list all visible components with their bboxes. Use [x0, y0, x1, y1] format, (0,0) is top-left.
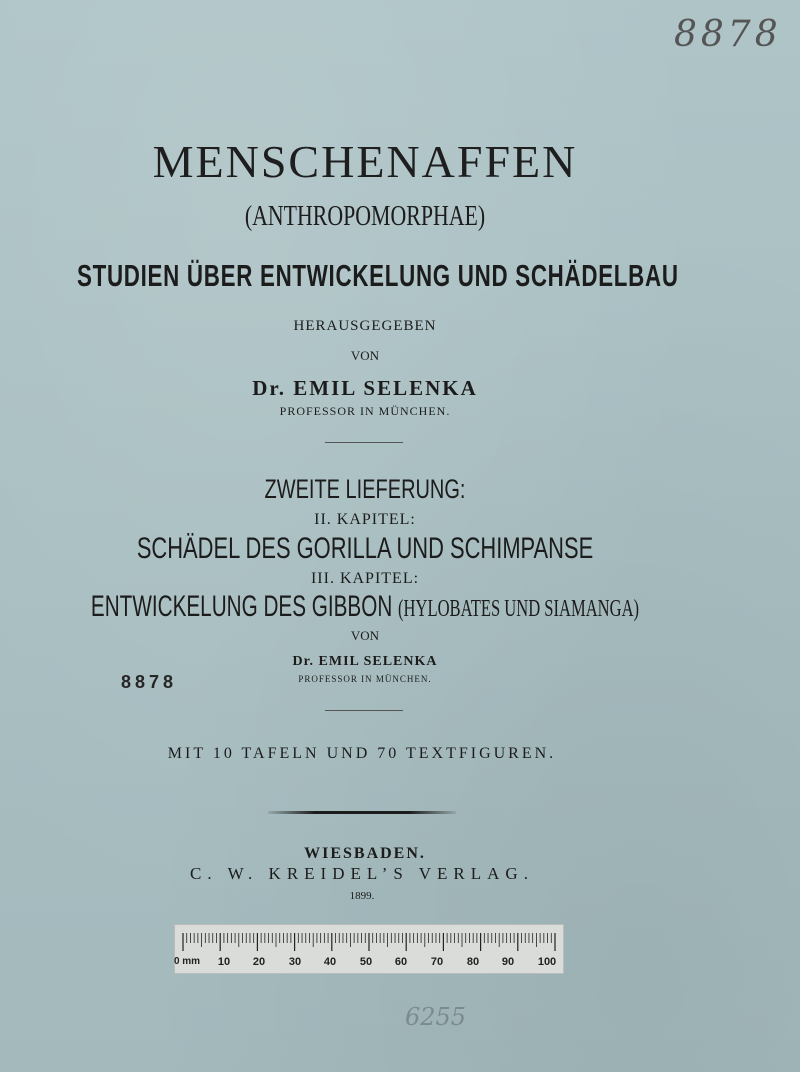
ornamental-rule — [268, 811, 456, 814]
chapter-2-label: II. KAPITEL: — [314, 511, 416, 528]
imprint-publisher: C. W. KREIDEL’S VERLAG. — [190, 864, 534, 883]
plates-note: MIT 10 TAFELN UND 70 TEXTFIGUREN. — [167, 745, 557, 762]
ruler-label: 80 — [466, 956, 480, 968]
handwritten-note: 6255 — [405, 1003, 467, 1031]
ruler-label: 20 — [252, 956, 266, 968]
author-affiliation-2: PROFESSOR IN MÜNCHEN. — [298, 674, 432, 684]
ruler-label: 50 — [359, 956, 373, 968]
subtitle: (ANTHROPOMORPHAE) — [244, 201, 486, 232]
chapter-3-label: III. KAPITEL: — [310, 570, 420, 587]
author-affiliation: PROFESSOR IN MÜNCHEN. — [279, 404, 451, 418]
ruler-label: 100 — [537, 956, 557, 968]
ruler-unit-label: 0 mm — [173, 956, 201, 967]
ruler-label: 40 — [323, 956, 337, 968]
main-title: MENSCHENAFFEN — [152, 136, 578, 187]
author-name-2: Dr. EMIL SELENKA — [292, 654, 438, 669]
chapter-3-title — [89, 590, 641, 624]
imprint-year: 1899. — [349, 890, 375, 902]
ruler-label: 90 — [501, 956, 515, 968]
handwritten-shelfmark: 8878 — [674, 14, 782, 55]
by-label-2: VON — [350, 628, 380, 643]
by-label: VON — [350, 348, 380, 363]
ruler-label: 30 — [288, 956, 302, 968]
imprint-city: WIESBADEN. — [304, 845, 426, 862]
part-heading: ZWEITE LIEFERUNG: — [264, 474, 466, 504]
chapter-3-title-main: ENTWICKELUNG DES GIBBON — [90, 590, 393, 623]
chapter-3-title-paren: (HYLOBATES UND SIAMANGA) — [398, 596, 640, 622]
scale-ruler — [174, 924, 564, 974]
ruler-label: 10 — [217, 956, 231, 968]
divider-rule-2 — [325, 710, 403, 711]
chapter-2-title: SCHÄDEL DES GORILLA UND SCHIMPANSE — [136, 532, 594, 565]
author-name: Dr. EMIL SELENKA — [252, 376, 478, 400]
ruler-label: 70 — [430, 956, 444, 968]
ruler-label: 60 — [394, 956, 408, 968]
divider-rule — [325, 442, 403, 443]
edited-by-label: HERAUSGEGEBEN — [293, 318, 437, 334]
library-stamp: 8878 — [121, 672, 178, 692]
series-title: STUDIEN ÜBER ENTWICKELUNG UND SCHÄDELBAU — [77, 258, 679, 293]
